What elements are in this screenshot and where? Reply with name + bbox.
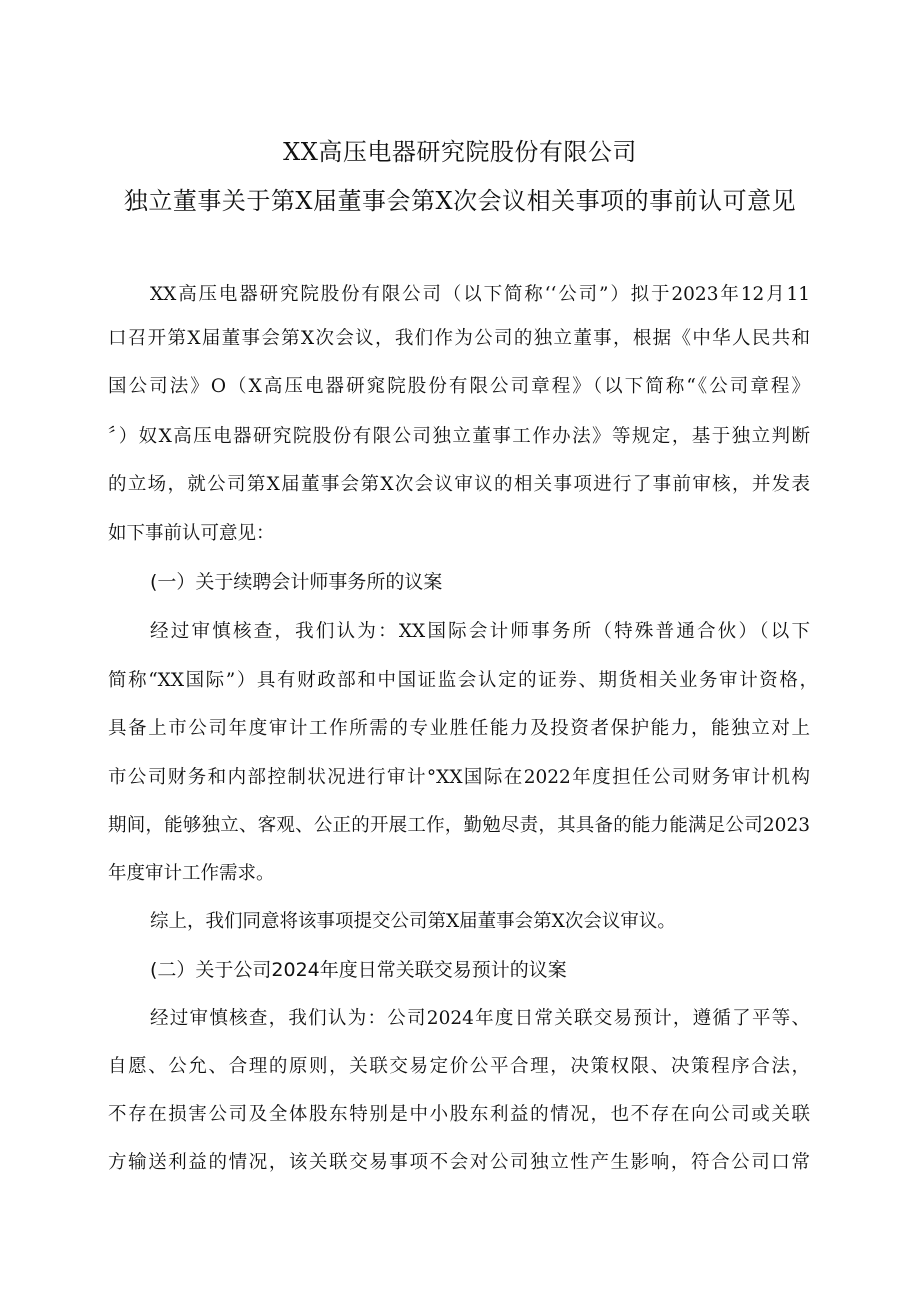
section-1-heading: (一）关于续聘会计师事务所的议案 xyxy=(150,571,443,593)
section-1-line-5: 期间，能够独立、客观、公正的开展工作，勤勉尽责，其具备的能力能满足公司2023 xyxy=(108,815,810,836)
intro-line-6: 如下事前认可意见： xyxy=(108,523,275,544)
section-2-heading: (二）关于公司2024年度日常关联交易预计的议案 xyxy=(150,959,567,981)
intro-line-3: 国公司法》O（X高压电器研窕院股份有限公司章程》（以下简称“《公司章程》 xyxy=(108,376,810,397)
intro-line-5: 的立场，就公司第X届董事会第X次会议审议的相关事项进行了事前审核，并发表 xyxy=(108,474,810,495)
document-title-subject: 独立董事关于第X届董事会第X次会议相关事项的事前认可意见 xyxy=(123,187,797,215)
section-1-line-2: 简称“XX国际”）具有财政部和中国证监会认定的证券、期货相关业务审计资格， xyxy=(108,670,818,691)
section-2-line-3: 不存在损害公司及全体股东特别是中小股东利益的情况，也不存在向公司或关联 xyxy=(108,1104,810,1125)
intro-line-1: XX高压电器研究院股份有限公司（以下简称‘‘公司”）拟于2023年12月11 xyxy=(150,284,810,305)
section-2-line-1: 经过审慎核查，我们认为：公司2024年度日常关联交易预计，遵循了平等、 xyxy=(150,1008,810,1029)
intro-line-4: 〞）奴X高压电器研究院股份有限公司独立董事工作办法》等规定，基于独立判断 xyxy=(108,426,810,447)
section-2-line-4: 方输送利益的情况，该关联交易事项不会对公司独立性产生影响，符合公司口常 xyxy=(108,1152,810,1173)
section-1-line-3: 具备上市公司年度审计工作所需的专业胜任能力及投资者保护能力，能独立对上 xyxy=(108,718,810,739)
section-1-line-4: 市公司财务和内部控制状况进行审计°XX国际在2022年度担任公司财务审计机构 xyxy=(108,767,810,788)
document-title-company: XX高压电器研究院股份有限公司 xyxy=(283,138,637,166)
section-2-line-2: 自愿、公允、合理的原则，关联交易定价公平合理，决策权限、决策程序合法， xyxy=(108,1056,810,1077)
section-1-conclusion: 综上，我们同意将该事项提交公司第X届董事会第X次会议审议。 xyxy=(150,911,676,932)
section-1-line-6: 年度审计工作需求。 xyxy=(108,863,275,884)
section-1-line-1: 经过审慎核查，我们认为：XX国际会计师事务所（特殊普通合伙）（以下 xyxy=(150,621,810,642)
intro-line-2: 口召开第X届董事会第X次会议，我们作为公司的独立董事，根据《中华人民共和 xyxy=(108,328,810,349)
